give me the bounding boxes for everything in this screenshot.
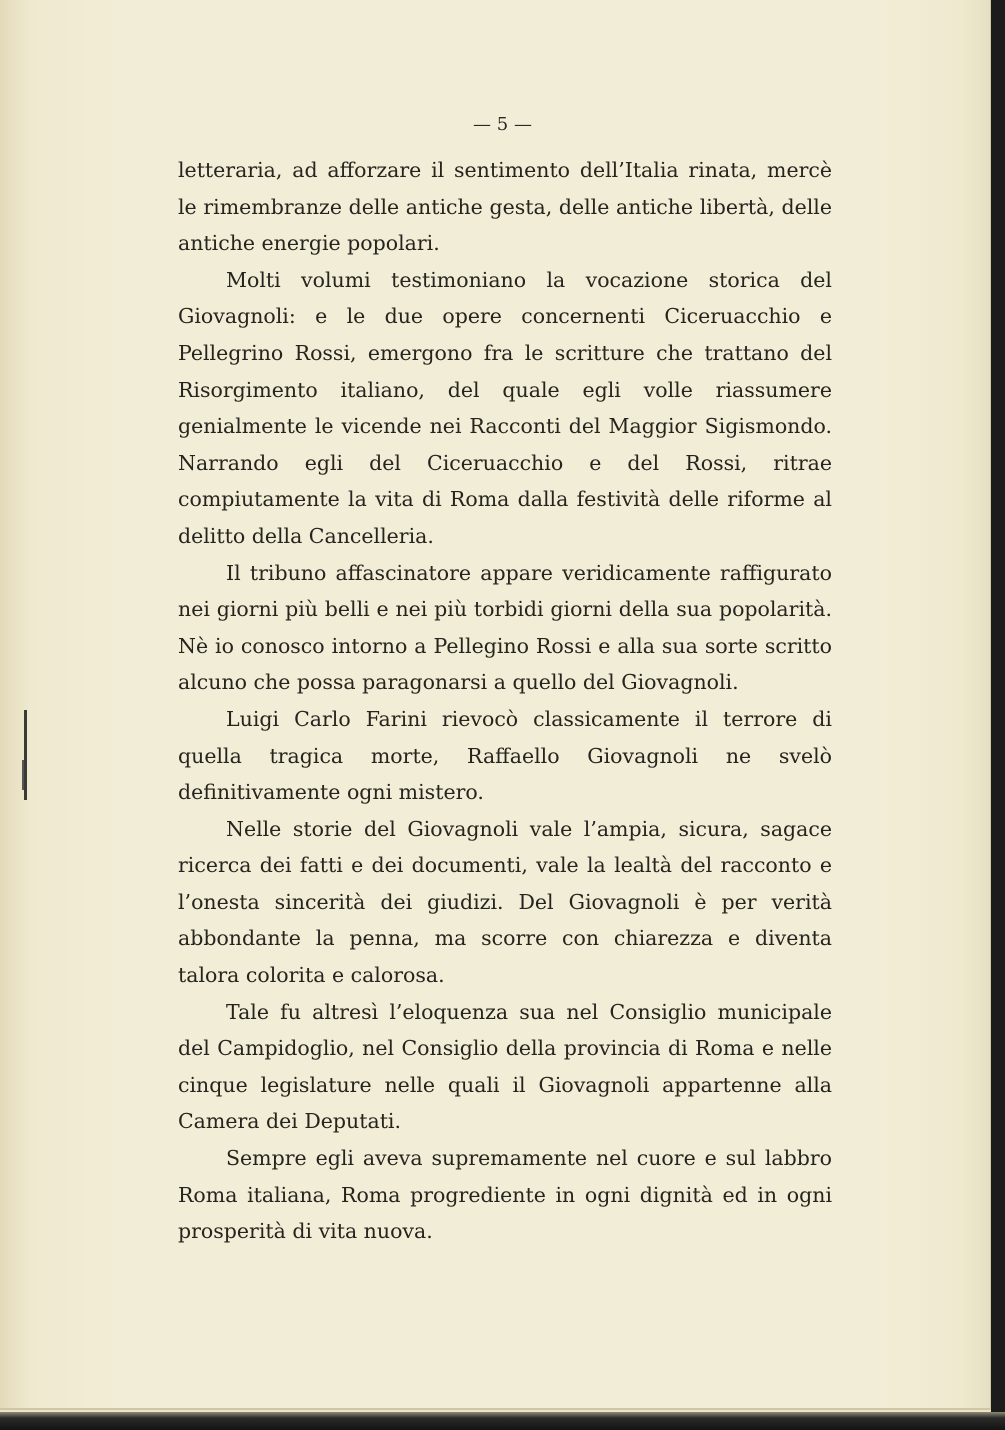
scan-border-right: [991, 0, 1005, 1430]
paragraph-3: Il tribuno affascinatore appare veridicamente raffigurato nei giorni più belli e nei più torbidi giorni della sua popolarità. Nè io conosco intorno a Pellegino Rossi e alla sua sorte scritto alcuno che possa paragonarsi a quello del Giovagnoli.: [178, 560, 832, 695]
paragraph-5: Nelle storie del Giovagnoli vale l’ampia, sicura, sagace ricerca dei fatti e dei documenti, vale la lealtà del racconto e l’onesta sincerità dei giudizi. Del Giovagnoli è per verità abbondante la penna, ma scorre con chiarezza e diventa talora colorita e calorosa.: [178, 816, 832, 988]
body-text: [178, 152, 832, 1250]
binding-mark-secondary: [22, 760, 24, 790]
page-number: — 5 —: [473, 114, 532, 135]
binding-mark: [24, 710, 27, 800]
paragraph-7: Sempre egli aveva supremamente nel cuore e sul labbro Roma italiana, Roma progrediente in ogni dignità ed in ogni prosperità di vita nuova.: [178, 1146, 832, 1244]
paragraph-1: letteraria, ad afforzare il sentimento dell’Italia rinata, mercè le rimembranze delle antiche gesta, delle antiche libertà, delle antiche energie popolari.: [178, 158, 832, 256]
paragraph-4: Luigi Carlo Farini rievocò classicamente il terrore di quella tragica morte, Raffaello Giovagnoli ne svelò definitivamente ogni mistero.: [178, 706, 832, 805]
scan-border-bottom: [0, 1412, 1005, 1430]
paragraph-2: Molti volumi testimoniano la vocazione storica del Giovagnoli: e le due opere concernenti Ciceruacchio e Pellegrino Rossi, emergono fra le scritture che trattano del Risorgimento italiano, del quale egli volle riassumere genialmente le vicende nei Racconti del Maggior Sigismondo. Narrando egli del Ciceruacchio e del Rossi, ritrae compiutamente la vita di Roma dalla festività delle riforme al delitto della Cancelleria.: [178, 267, 832, 548]
paragraph-6: Tale fu altresì l’eloquenza sua nel Consiglio municipale del Campidoglio, nel Consiglio della provincia di Roma e nelle cinque legislature nelle quali il Giovagnoli appartenne alla Camera dei Deputati.: [178, 999, 832, 1134]
